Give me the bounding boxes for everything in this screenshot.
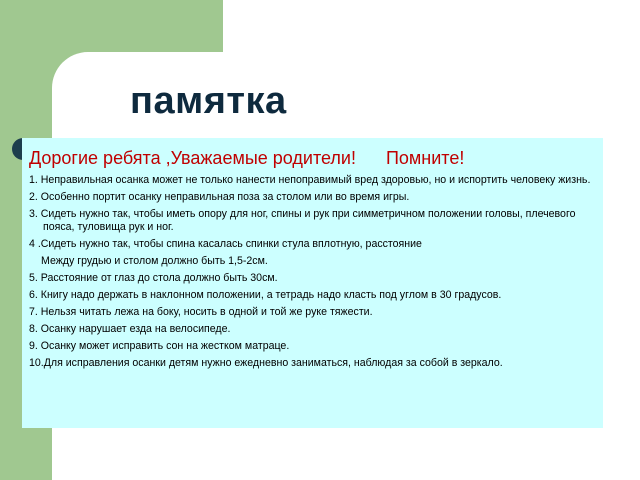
heading-remember: Помните! bbox=[385, 148, 465, 168]
rules-list bbox=[29, 174, 595, 370]
rule-item-2: 2. Особенно портит осанку неправильная поза за столом или во время игры. bbox=[29, 191, 410, 203]
rule-item-3: 3. Сидеть нужно так, чтобы иметь опору для ног, спины и рук при симметричном положении головы, плечевого пояса, туловища рук и ног. bbox=[29, 208, 576, 233]
rule-item-8: 8. Осанку нарушает езда на велосипеде. bbox=[29, 323, 231, 335]
rule-item-7: 7. Нельзя читать лежа на боку, носить в одной и той же руке тяжести. bbox=[29, 306, 373, 318]
rule-item-4-continuation: Между грудью и столом должно быть 1,5-2см. bbox=[41, 255, 268, 267]
rule-item-9: 9. Осанку может исправить сон на жестком матраце. bbox=[29, 340, 290, 352]
slide-title: памятка bbox=[130, 80, 287, 122]
rule-item-6: 6. Книгу надо держать в наклонном положении, а тетрадь надо класть под углом в 30 градусов. bbox=[29, 289, 502, 301]
rule-item-5: 5. Расстояние от глаз до стола должно быть 30см. bbox=[29, 272, 278, 284]
rule-item-1: 1. Неправильная осанка может не только нанести непоправимый вред здоровью, но и испортить человеку жизнь. bbox=[29, 174, 591, 186]
rule-item-4: 4 .Сидеть нужно так, чтобы спина касалась спинки стула вплотную, расстояние bbox=[29, 238, 422, 250]
heading-greeting: Дорогие ребята ,Уважаемые родители! bbox=[29, 148, 356, 168]
content-heading bbox=[29, 146, 595, 170]
content-box bbox=[22, 138, 603, 428]
rule-item-10: 10.Для исправления осанки детям нужно ежедневно заниматься, наблюдая за собой в зеркало. bbox=[29, 357, 503, 369]
